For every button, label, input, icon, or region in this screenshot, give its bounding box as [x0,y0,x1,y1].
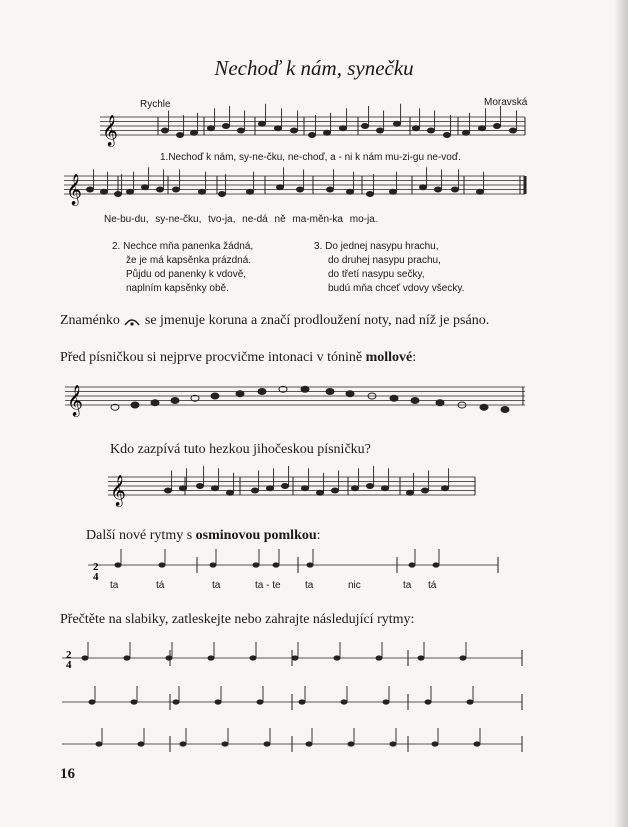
question-note [406,490,414,496]
exercise-note [299,699,306,704]
verse-3-line: budú mňa chceť vdovy všecky. [328,283,465,294]
song-note [246,189,254,195]
song-note [114,191,122,197]
song-note [126,189,134,195]
song-note [462,130,470,136]
song-note [276,184,284,190]
intonation-note [151,400,159,406]
rhythm-syllable: ta [212,580,221,591]
exercise-time-signature-bottom: 4 [66,659,72,671]
exercise-note [173,699,180,704]
song-note [451,187,459,193]
exercise-note [390,741,397,746]
intonation-key-word: mollové [365,350,413,365]
song-note [308,132,316,138]
verse-2-line: že je má kapsěnka prázdná. [126,255,252,266]
intonation-note [326,389,334,395]
intonation-note [480,404,488,410]
verse-2-line: Půjdu od panenky k vdově, [126,269,247,280]
intonation-note [436,400,444,406]
question-note [281,483,289,489]
rhythm-note [409,562,416,567]
song-note [100,189,108,195]
rhythm-time-signature-top: 2 [93,561,99,573]
song-note [361,123,369,129]
fermata-text-end: se jmenuje koruna a značí prodloužení noty, nad níž je psáno. [144,313,490,328]
song-note [366,191,374,197]
rhythm-note [159,562,166,567]
question-note [301,485,309,491]
rhythm-syllable: nic [348,580,361,591]
exercise-note [376,655,383,660]
question-note [211,485,219,491]
intonation-note [390,395,398,401]
song-note [190,130,198,136]
song-note [339,125,347,131]
exercise-note [180,741,187,746]
song-note [161,128,169,134]
exercise-note [131,699,138,704]
rhythm-note [433,562,440,567]
song-note [393,121,401,127]
exercise-note [341,699,348,704]
exercise-note [208,655,215,660]
treble-clef-icon: 𝄞 [102,115,118,146]
exercise-note [257,699,264,704]
lyrics-line-1: 1.Nechoď k nám, sy-ne-čku, ne-choď, a - ni k nám mu-zi-gu ne-voď. [160,152,461,163]
song-note [326,187,334,193]
song-note [323,130,331,136]
exercise-note [334,655,341,660]
exercise-note [383,699,390,704]
rhythm-note [210,562,217,567]
question-note [351,485,359,491]
intonation-note [236,391,244,397]
song-title: Nechoď k nám, synečku [214,56,414,80]
intonation-colon: : [412,350,417,365]
rhythm-syllable: ta [110,580,119,591]
treble-clef-icon: 𝄞 [66,174,82,205]
lyrics-line-2: Ne-bu-du, sy-ne-čku, tvo-ja, ne-dá ně ma-měn-ka mo-ja. [104,214,378,225]
exercise-note [467,699,474,704]
intonation-text: Před písničkou si nejprve procvičme intonaci v tónině [60,350,363,365]
rhythm-note [307,562,314,567]
rhythm-note [115,562,122,567]
song-note [346,189,354,195]
question-note [331,488,339,494]
song-note [172,187,180,193]
exercise-note [460,655,467,660]
verse-2-line: naplním kapsěnky obě. [126,283,229,294]
song-note [434,187,442,193]
intonation-note [131,402,139,408]
song-note [419,184,427,190]
intonation-note [258,389,266,395]
question-note [366,483,374,489]
song-note [376,128,384,134]
question-note [251,488,259,494]
song-note [258,121,266,127]
song-note [493,123,501,129]
exercise-note [432,741,439,746]
exercise-note [82,655,89,660]
intonation-note [501,407,509,413]
verse-3-line: 3. Do jednej nasypu hrachu, [314,241,439,252]
exercise-note [124,655,131,660]
intonation-note [411,398,419,404]
treble-clef-icon: 𝄞 [67,385,83,416]
song-note [296,187,304,193]
rhythm-intro-term: osminovou pomlkou [195,528,317,543]
rhythm-syllable: tá [428,580,437,591]
question-note [441,485,449,491]
question-note [179,485,187,491]
exercise-note [166,655,173,660]
song-note [509,128,517,134]
song-note [427,128,435,134]
exercise-note [138,741,145,746]
fermata-text-start: Znaménko [60,313,120,328]
song-note [207,125,215,131]
treble-clef-icon: 𝄞 [110,475,126,506]
rhythm-notation [62,549,522,752]
rhythm-syllable: ta [403,580,412,591]
exercise-note [222,741,229,746]
song-note [478,125,486,131]
exercise-note [425,699,432,704]
exercise-instruction: Přečtěte na slabiky, zatleskejte nebo zahrajte následující rytmy: [60,612,415,627]
intonation-note [301,386,309,392]
rhythm-intro-text: Další nové rytmy s [86,528,193,543]
exercise-note [215,699,222,704]
rhythm-syllable: tá [156,580,165,591]
exercise-note [348,741,355,746]
question-note [266,485,274,491]
question-note [164,488,172,494]
song-note [218,191,226,197]
question-note [316,490,324,496]
song-note [274,125,282,131]
song-note [198,189,206,195]
intonation-note [346,391,354,397]
rhythm-note [253,562,260,567]
exercise-note [250,655,257,660]
exercise-note [96,741,103,746]
rhythm-note [273,562,280,567]
exercise-note [306,741,313,746]
verse-2-line: 2. Nechce mňa panenka žádná, [112,241,254,252]
song-note [412,125,420,131]
song-note [476,189,484,195]
exercise-note [418,655,425,660]
rhythm-intro-colon: : [316,528,321,543]
tempo-marking: Rychle [140,99,171,110]
song-note [176,132,184,138]
notes [86,104,517,496]
rhythm-syllable: ta - te [255,580,281,591]
song-note [290,128,298,134]
question-note [196,483,204,489]
exercise-time-signature-top: 2 [66,649,72,661]
song-note [222,123,230,129]
staves [64,114,525,507]
song-note [156,187,164,193]
question-note [226,490,234,496]
question-note [421,488,429,494]
question-note [381,485,389,491]
exercise-note [474,741,481,746]
verse-3-line: do třetí nasypu sečky, [328,269,425,280]
exercise-note [89,699,96,704]
song-note [389,189,397,195]
song-note [443,132,451,138]
rhythm-time-signature-bottom: 4 [93,571,99,583]
rhythm-syllable: ta [305,580,314,591]
intonation-note [171,398,179,404]
exercise-note [264,741,271,746]
exercise-note [292,655,299,660]
song-origin: Moravská [484,97,528,108]
page-number: 16 [60,766,75,782]
song-question: Kdo zazpívá tuto hezkou jihočeskou písničku? [110,442,371,457]
song-note [237,128,245,134]
intonation-note [211,393,219,399]
verse-3-line: do druhej nasypu prachu, [328,255,441,266]
song-note [86,187,94,193]
song-note [141,184,149,190]
